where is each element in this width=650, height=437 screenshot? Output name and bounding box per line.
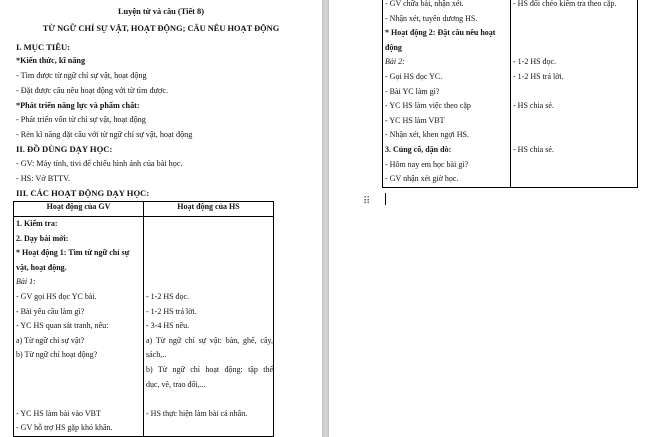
table-move-handle-icon[interactable]: ⠿	[363, 196, 370, 207]
table-text	[511, 158, 637, 173]
table-text	[14, 392, 143, 407]
objective-line: - Rèn kĩ năng đặt câu với từ ngữ chỉ sự vật, hoạt động	[16, 130, 193, 139]
table-header-row	[14, 202, 274, 217]
table-text	[511, 41, 637, 56]
table-text	[511, 172, 637, 187]
table-text: Bài 2:	[385, 57, 405, 67]
lesson-subtitle: TỪ NGỮ CHỈ SỰ VẬT, HOẠT ĐỘNG; CÂU NÊU HOẠT ĐỘNG	[42, 24, 280, 33]
table-text	[511, 85, 637, 100]
table-text: sách,..	[146, 350, 167, 360]
table-text: - YC HS quan sát tranh, nêu:	[16, 321, 109, 331]
table-text: 3. Củng cố, dặn dò:	[385, 144, 452, 154]
document-page-right[interactable]	[329, 0, 650, 437]
lesson-title: Luyện từ và câu (Tiết 8)	[117, 7, 205, 16]
table-text: - Hôm nay em học bài gì?	[385, 159, 469, 169]
table-text: - Nhận xét, khen ngợi HS.	[385, 130, 469, 140]
table-text	[144, 392, 273, 407]
table-text: động	[385, 42, 402, 52]
table-text: 2. Dạy bài mới:	[16, 233, 69, 243]
section-objectives-heading: I. MỤC TIÊU:	[16, 42, 71, 52]
column-header-hs: Hoạt động của HS	[144, 202, 274, 217]
table-text	[144, 261, 273, 276]
table-text: - Bài yêu cầu làm gì?	[16, 306, 85, 316]
hs-cell[interactable]	[144, 217, 274, 437]
table-text: a) Từ ngữ chỉ sự vật?	[16, 335, 85, 345]
table-text: 1. Kiểm tra:	[16, 219, 58, 228]
development-heading: *Phát triển năng lực và phẩm chất:	[16, 101, 140, 110]
objective-line: - Phát triển vốn từ chỉ sự vật, hoạt động	[16, 115, 146, 124]
text-cursor	[385, 193, 386, 205]
table-text	[144, 421, 273, 436]
table-row	[14, 217, 274, 437]
table-text: - 3-4 HS nêu.	[146, 321, 190, 331]
section-materials-heading: II. ĐỒ DÙNG DẠY HỌC:	[16, 144, 113, 154]
table-text: - HS chia sẻ.	[513, 101, 554, 111]
page-gap	[322, 0, 329, 437]
section-activities-heading: III. CÁC HOẠT ĐỘNG DẠY HỌC:	[16, 188, 150, 198]
table-text: - YC HS làm VBT	[385, 115, 445, 125]
table-text	[14, 363, 143, 378]
table-text: - 1-2 HS trả lời.	[146, 306, 197, 316]
hs-cell[interactable]	[511, 0, 638, 187]
table-text: - HS đổi chéo kiểm tra theo cặp.	[513, 0, 617, 8]
table-text	[511, 26, 637, 41]
document-page-left[interactable]	[0, 0, 322, 437]
table-text: b) Từ ngữ chỉ hoạt động: tập thể	[146, 364, 273, 374]
table-text: - GV gọi HS đọc YC bài.	[16, 291, 97, 301]
table-text: - GV nhận xét giờ học.	[385, 174, 459, 184]
table-text	[14, 378, 143, 393]
table-text: - 1-2 HS trả lời.	[513, 71, 564, 81]
table-text: - 1-2 HS đọc.	[513, 57, 557, 67]
table-text: - Nhận xét, tuyên dương HS.	[385, 13, 478, 23]
table-text: - HS chia sẻ.	[513, 144, 554, 154]
table-text: - HS thực hiện làm bài cá nhân.	[146, 408, 248, 418]
table-text	[511, 128, 637, 143]
table-text: Bài 1:	[16, 277, 36, 287]
table-text: dục, vẽ, trao đổi,...	[146, 379, 206, 389]
table-text: - GV hỗ trợ HS gặp khó khăn.	[16, 423, 113, 433]
table-text: - GV chữa bài, nhận xét.	[385, 0, 464, 8]
table-text	[144, 217, 273, 232]
knowledge-heading: *Kiến thức, kĩ năng	[16, 56, 86, 65]
table-text: vật, hoạt động.	[16, 262, 67, 272]
table-row	[383, 0, 638, 187]
objective-line: - Đặt được câu nêu hoạt động với từ tìm được.	[16, 86, 169, 95]
activities-table-right	[382, 0, 638, 188]
table-text: - YC HS làm bài vào VBT	[16, 408, 101, 418]
materials-line: - GV: Máy tính, tivi để chiếu hình ảnh của bài học.	[16, 159, 183, 168]
gv-cell[interactable]	[14, 217, 144, 437]
table-text: b) Từ ngữ chỉ hoạt động?	[16, 350, 98, 360]
table-text: - Gọi HS đọc YC.	[385, 71, 443, 81]
table-text	[144, 275, 273, 290]
table-text: * Hoạt động 2: Đặt câu nêu hoạt	[385, 28, 496, 38]
table-text: * Hoạt động 1: Tìm từ ngữ chỉ sự	[16, 248, 130, 258]
column-header-gv: Hoạt động của GV	[14, 202, 144, 217]
table-text: - YC HS làm việc theo cặp	[385, 101, 471, 111]
table-text: a) Từ ngữ chỉ sự vật: bàn, ghế, cây,	[146, 335, 273, 345]
table-text	[511, 12, 637, 27]
objective-line: - Tìm được từ ngữ chỉ sự vật, hoạt động	[16, 71, 147, 80]
table-text	[511, 114, 637, 129]
materials-line: - HS: Vở BTTV.	[16, 174, 71, 183]
activities-table-left	[13, 201, 274, 437]
table-text	[144, 246, 273, 261]
table-text	[144, 232, 273, 247]
table-text: - Bài YC làm gì?	[385, 86, 440, 96]
gv-cell[interactable]	[383, 0, 511, 187]
table-text: - 1-2 HS đọc.	[146, 291, 190, 301]
